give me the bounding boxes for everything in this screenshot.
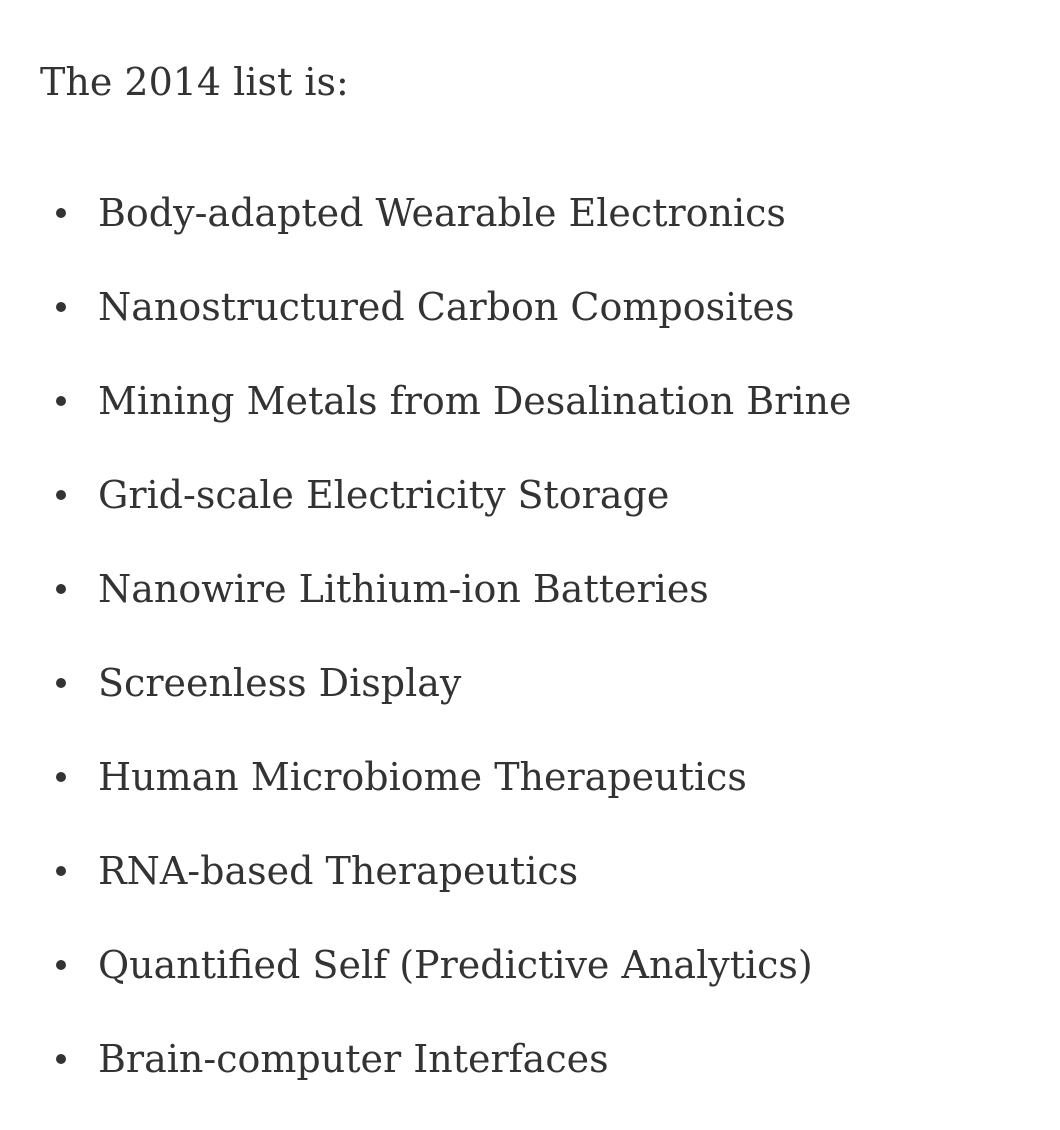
list-item-text: Grid-scale Electricity Storage — [98, 473, 670, 517]
list-item-text: Mining Metals from Desalination Brine — [98, 379, 852, 423]
list-item-text: Quantified Self (Predictive Analytics) — [98, 943, 813, 987]
list-item — [40, 376, 851, 470]
bullet-icon — [56, 866, 66, 876]
list-item-text: RNA-based Therapeutics — [98, 849, 579, 893]
list-item-text: Brain-computer Interfaces — [98, 1037, 609, 1081]
bullet-icon — [56, 678, 66, 688]
list-item — [40, 940, 851, 1034]
list-item-text: Screenless Display — [98, 661, 462, 705]
bullet-icon — [56, 208, 66, 218]
technology-list — [40, 188, 851, 1128]
list-item — [40, 846, 851, 940]
list-item — [40, 1034, 851, 1128]
list-item-text: Human Microbiome Therapeutics — [98, 755, 747, 799]
bullet-icon — [56, 1054, 66, 1064]
bullet-icon — [56, 772, 66, 782]
intro-paragraph: The 2014 list is: — [40, 60, 349, 104]
list-item — [40, 752, 851, 846]
bullet-icon — [56, 490, 66, 500]
list-item — [40, 658, 851, 752]
list-item — [40, 188, 851, 282]
bullet-icon — [56, 960, 66, 970]
list-item — [40, 470, 851, 564]
list-item-text: Body-adapted Wearable Electronics — [98, 191, 786, 235]
list-item — [40, 564, 851, 658]
list-item — [40, 282, 851, 376]
list-item-text: Nanostructured Carbon Composites — [98, 285, 795, 329]
bullet-icon — [56, 396, 66, 406]
bullet-icon — [56, 584, 66, 594]
bullet-icon — [56, 302, 66, 312]
list-item-text: Nanowire Lithium-ion Batteries — [98, 567, 709, 611]
